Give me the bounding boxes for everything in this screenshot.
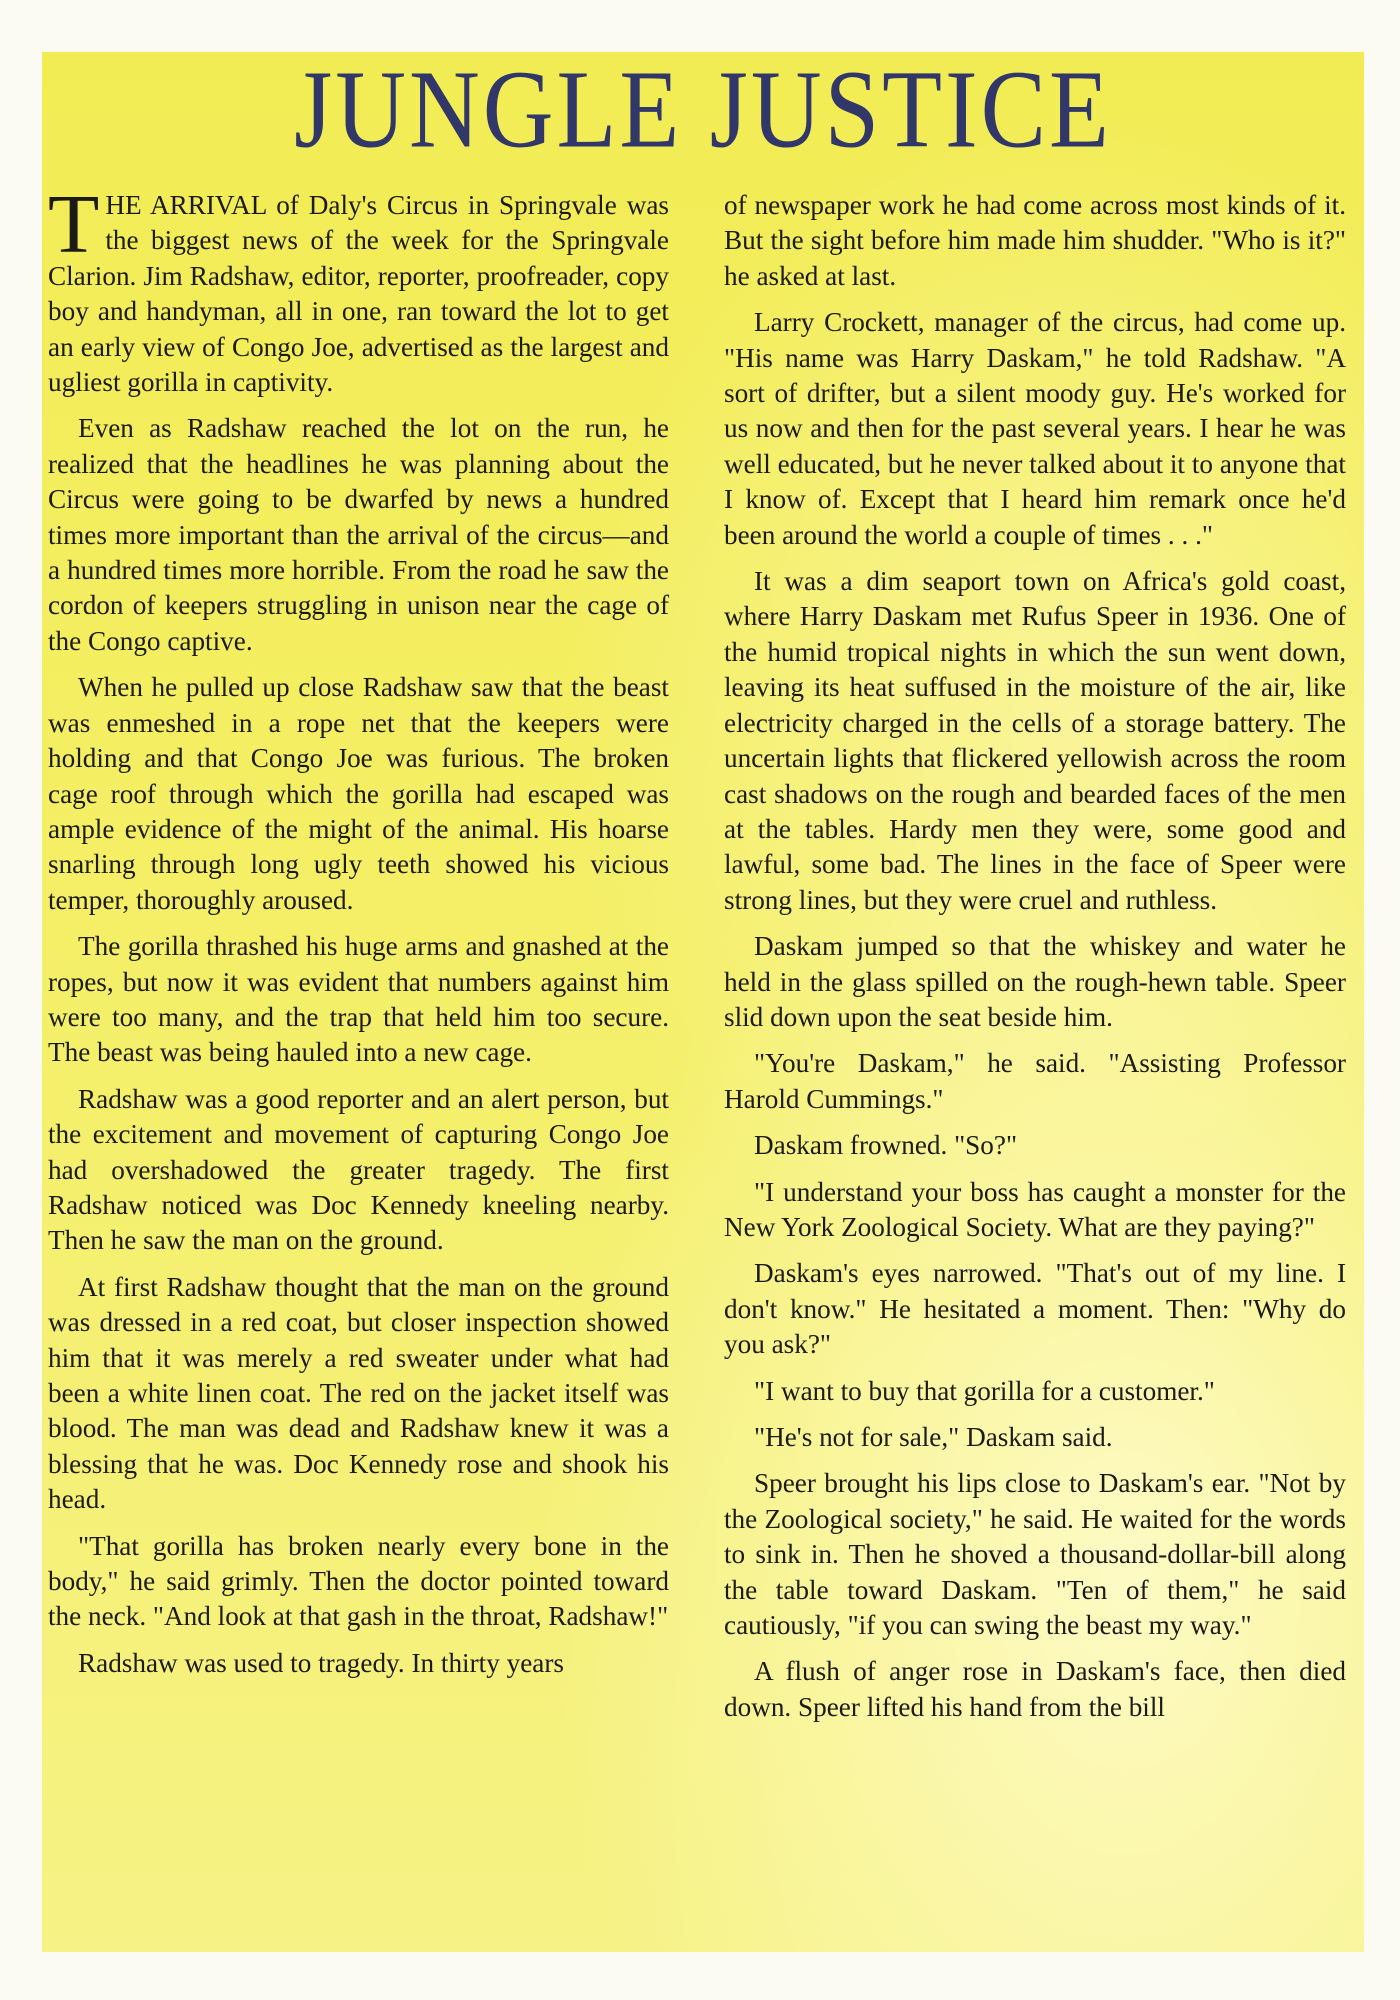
paragraph: Larry Crockett, manager of the circus, had come up. "His name was Harry Daskam," he told Radshaw. "A sort of drifter, but a silent moody guy. He's worked for us now and then for the past several years. I hear he was well educated, but he never talked about it to anyone that I know of. Except that I heard him remark once he'd been around the world a couple of times . . .": [724, 307, 1346, 550]
paragraph: Even as Radshaw reached the lot on the run, he realized that the headlines he was planning about the Circus were going to be dwarfed by news a hundred times more important than the arrival of the circus—and a hundred times more horrible. From the road he saw the cordon of keepers struggling in unison near the cage of the Congo captive.: [48, 413, 669, 656]
paragraph: It was a dim seaport town on Africa's gold coast, where Harry Daskam met Rufus Speer in 1936. One of the humid tropical nights in which the sun went down, leaving its heat suffused in the moisture of the air, like electricity charged in the cells of a storage battery. The uncertain lights that flickered yellowish across the room cast shadows on the rough and bearded faces of the men at the tables. Hardy men they were, some good and lawful, some bad. The lines in the face of Speer were strong lines, but they were cruel and ruthless.: [724, 566, 1346, 915]
drop-cap: T: [48, 178, 100, 271]
paragraph: "I understand your boss has caught a monster for the New York Zoological Society. What are they paying?": [724, 1176, 1346, 1242]
paragraph: When he pulled up close Radshaw saw that the beast was enmeshed in a rope net that the keepers were holding and that Congo Joe was furious. The broken cage roof through which the gorilla had escaped was ample evidence of the might of the animal. His hoarse snarling through long ugly teeth showed his vicious temper, thoroughly aroused.: [48, 672, 669, 915]
paragraph: "He's not for sale," Daskam said.: [754, 1422, 1113, 1452]
paragraph: The gorilla thrashed his huge arms and gnashed at the ropes, but now it was evident that numbers against him were too many, and the trap that held him too secure. The beast was being hauled into a new cage.: [48, 931, 669, 1068]
paragraph: At first Radshaw thought that the man on the ground was dressed in a red coat, but closer inspection showed him that it was merely a red sweater under what had been a white linen coat. The red on the jacket itself was blood. The man was dead and Radshaw knew it was a blessing that he was. Doc Kennedy rose and shook his head.: [48, 1271, 669, 1515]
paragraph: Daskam's eyes narrowed. "That's out of my line. I don't know." He hesitated a moment. Then: "Why do you ask?": [724, 1258, 1346, 1360]
paragraph-continued: of newspaper work he had come across most kinds of it. But the sight before him made him shudder. "Who is it?" he asked at last.: [724, 190, 1346, 291]
paragraph-lead: THE ARRIVAL of Daly's Circus in Springvale was the biggest news of the week for the Springvale Clarion. Jim Radshaw, editor, reporter, proofreader, copy boy and handyman, all in one, ran toward the lot to get an early view of Congo Joe, advertised as the largest and ugliest gorilla in captivity.: [48, 178, 669, 398]
paragraph: Radshaw was used to tragedy. In thirty years: [78, 1647, 564, 1678]
paragraph: Radshaw was a good reporter and an alert person, but the excitement and movement of capturing Congo Joe had overshadowed the greater tragedy. The first Radshaw noticed was Doc Kennedy kneeling nearby. Then he saw the man on the ground.: [48, 1083, 669, 1256]
paragraph: "I want to buy that gorilla for a customer.": [754, 1375, 1215, 1406]
paragraph: A flush of anger rose in Daskam's face, then died down. Speer lifted his hand from the bill: [724, 1656, 1346, 1722]
paragraph: "You're Daskam," he said. "Assisting Professor Harold Cummings.": [724, 1048, 1346, 1114]
right-column: [724, 188, 1346, 1736]
left-column: [48, 178, 669, 1692]
article-title: JUNGLE JUSTICE: [294, 48, 1112, 172]
paragraph: Speer brought his lips close to Daskam's ear. "Not by the Zoological society," he said. He waited for the words to sink in. Then he shoved a thousand-dollar-bill along the table toward Daskam. "Ten of them," he said cautiously, "if you can swing the beast my way.": [724, 1468, 1346, 1641]
paragraph: Daskam jumped so that the whiskey and water he held in the glass spilled on the rough-hewn table. Speer slid down upon the seat beside him.: [724, 931, 1346, 1032]
article-page: [42, 48, 1364, 1952]
paragraph: "That gorilla has broken nearly every bone in the body," he said grimly. Then the doctor pointed toward the neck. "And look at that gash in the throat, Radshaw!": [48, 1530, 669, 1632]
paragraph: Daskam frowned. "So?": [754, 1130, 1018, 1161]
